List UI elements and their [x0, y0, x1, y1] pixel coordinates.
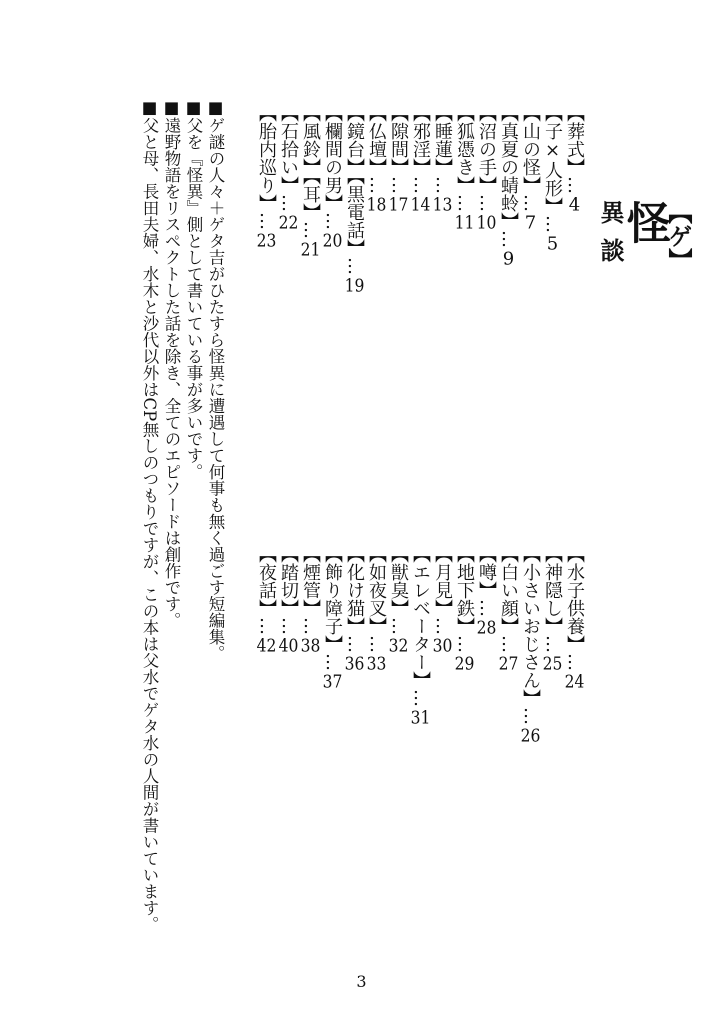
toc-leader: …: [520, 707, 541, 727]
book-label: 【ゲ】: [664, 200, 693, 272]
note-line: ■ゲ謎の人々＋ゲタ吉がひたすら怪異に遭遇して何事も無く過ごす短編集。: [206, 98, 225, 662]
toc-entry: [257, 104, 275, 250]
toc-entry: [433, 104, 451, 214]
toc-entry: [521, 104, 539, 232]
toc-leader: …: [278, 194, 299, 214]
toc-entry: [455, 104, 473, 232]
toc-title: 【エレベーター】: [410, 545, 431, 689]
toc-leader: …: [256, 617, 277, 637]
toc-page-number: 27: [498, 655, 519, 673]
toc-title: 【神隠し】: [542, 545, 563, 635]
toc-leader: …: [476, 194, 497, 214]
toc-entry: [543, 104, 561, 253]
toc-title: 【鏡台】: [344, 104, 365, 176]
toc-leader: …: [564, 176, 585, 196]
toc-title: 【夜話】: [256, 545, 277, 617]
toc-title: 【睡蓮】: [432, 104, 453, 176]
toc-page-number: 42: [256, 637, 277, 655]
toc-entry: [521, 545, 539, 745]
toc-leader: …: [542, 215, 563, 235]
toc-page-number: 13: [432, 196, 453, 214]
toc-leader: …: [454, 194, 475, 214]
toc-leader: …: [278, 617, 299, 637]
toc-entry: [477, 545, 495, 637]
note-line: ■遠野物語をリスペクトした話を除き、全てのエピソードは創作です。: [162, 98, 181, 629]
toc-title: 【胎内巡り】: [256, 104, 277, 212]
toc-page-number: 17: [388, 196, 409, 214]
toc-leader: …: [366, 176, 387, 196]
toc-page-number: 20: [322, 232, 343, 250]
toc-title: 【隙間】: [388, 104, 409, 176]
toc-page-number: 4: [568, 196, 581, 214]
toc-leader: …: [322, 212, 343, 232]
toc-title: 【山の怪】: [520, 104, 541, 194]
toc-title: 【沼の手】: [476, 104, 497, 194]
toc-page-number: 30: [432, 637, 453, 655]
toc-title: 【化け猫】: [344, 545, 365, 635]
toc-leader: …: [300, 617, 321, 637]
toc-title: 【飾り障子】: [322, 545, 343, 653]
toc-title: 【葬式】: [564, 104, 585, 176]
book-title-main: 怪: [619, 200, 670, 244]
toc-title: 【石拾い】: [278, 104, 299, 194]
toc-page-number: 28: [476, 619, 497, 637]
toc-title: 【狐憑き】: [454, 104, 475, 194]
toc-entry: [433, 545, 451, 655]
toc-entry: [389, 104, 407, 214]
toc-leader: …: [564, 653, 585, 673]
toc-entry: [301, 545, 319, 655]
toc-leader: …: [432, 617, 453, 637]
toc-leader: …: [454, 635, 475, 655]
toc-title: 【水子供養】: [564, 545, 585, 653]
toc-leader: …: [344, 257, 365, 277]
toc-page-number: 36: [344, 655, 365, 673]
toc-title-extra: 【黒電話】: [344, 176, 365, 257]
toc-title: 【白い顔】: [498, 545, 519, 635]
toc-title: 【獣臭】: [388, 545, 409, 617]
toc-title: 【風鈴】: [300, 104, 321, 176]
toc-title: 【小さいおじさん】: [520, 545, 541, 707]
toc-leader: …: [410, 689, 431, 709]
toc-entry: [257, 545, 275, 655]
toc-title: 【噂】: [476, 545, 497, 599]
toc-entry: [345, 545, 363, 673]
toc-entry: [455, 545, 473, 673]
toc-leader: …: [432, 176, 453, 196]
toc-page-number: 5: [546, 235, 559, 253]
toc-entry: [543, 545, 561, 673]
toc-title: 【如夜叉】: [366, 545, 387, 635]
toc-entry: [477, 104, 495, 232]
toc-leader: …: [388, 176, 409, 196]
toc-entry: [345, 104, 363, 295]
toc-title-extra: 【耳】: [300, 176, 321, 221]
toc-page-number: 31: [410, 709, 431, 727]
toc-title: 【月見】: [432, 545, 453, 617]
toc-leader: …: [388, 617, 409, 637]
toc-entry: [565, 545, 583, 691]
toc-entry: [279, 104, 297, 232]
toc-entry: [367, 104, 385, 214]
toc-page-number: 21: [300, 241, 321, 259]
toc-leader: …: [498, 635, 519, 655]
toc-leader: …: [300, 221, 321, 241]
toc-entry: [301, 104, 319, 259]
toc-title: 【真夏の蜻蛉】: [498, 104, 519, 230]
toc-title: 【地下鉄】: [454, 545, 475, 635]
toc-page-number: 14: [410, 196, 431, 214]
toc-leader: …: [322, 653, 343, 673]
note-line: ■父を『怪異』側として書いている事が多いです。: [184, 98, 203, 480]
toc-entry: [323, 545, 341, 691]
toc-entry: [499, 104, 517, 268]
toc-entry: [279, 545, 297, 655]
toc-title: 【邪淫】: [410, 104, 431, 176]
toc-page-number: 24: [564, 673, 585, 691]
toc-entry: [411, 104, 429, 214]
toc-page-number: 10: [476, 214, 497, 232]
toc-leader: …: [256, 212, 277, 232]
toc-title: 【子×人形】: [542, 104, 563, 215]
toc-leader: …: [344, 635, 365, 655]
toc-entry: [323, 104, 341, 250]
toc-page-number: 38: [300, 637, 321, 655]
toc-page-number: 29: [454, 655, 475, 673]
toc-leader: …: [410, 176, 431, 196]
toc-page-number: 37: [322, 673, 343, 691]
page-number: 3: [356, 972, 367, 991]
toc-entry: [367, 545, 385, 673]
toc-title: 【煙管】: [300, 545, 321, 617]
toc-leader: …: [476, 599, 497, 619]
toc-title: 【欄間の男】: [322, 104, 343, 212]
toc-page-number: 11: [454, 214, 475, 232]
toc-page-number: 32: [388, 637, 409, 655]
toc-title: 【踏切】: [278, 545, 299, 617]
notes: [138, 98, 226, 933]
toc-page-number: 33: [366, 655, 387, 673]
toc-leader: …: [366, 635, 387, 655]
book-subtitle: 異談: [596, 200, 625, 276]
toc-page-number: 9: [502, 250, 515, 268]
toc-entry: [389, 545, 407, 655]
toc-page-number: 25: [542, 655, 563, 673]
toc-page-number: 18: [366, 196, 387, 214]
toc-page-number: 40: [278, 637, 299, 655]
toc-leader: …: [520, 194, 541, 214]
toc-entry: [411, 545, 429, 727]
toc-entry: [499, 545, 517, 673]
note-line: ■父と母、長田夫婦、水木と沙代以外はCP無しのつもりですが、この本は父水でゲタ水の人間が書いています。: [140, 98, 159, 933]
toc-leader: …: [498, 230, 519, 250]
toc-leader: …: [542, 635, 563, 655]
toc-entry: [565, 104, 583, 214]
toc-page-number: 26: [520, 727, 541, 745]
toc-page-number: 19: [344, 277, 365, 295]
toc-page-number: 23: [256, 232, 277, 250]
book-title: [596, 200, 693, 276]
toc-title: 【仏壇】: [366, 104, 387, 176]
toc-page-number: 7: [524, 214, 537, 232]
toc-page-number: 22: [278, 214, 299, 232]
